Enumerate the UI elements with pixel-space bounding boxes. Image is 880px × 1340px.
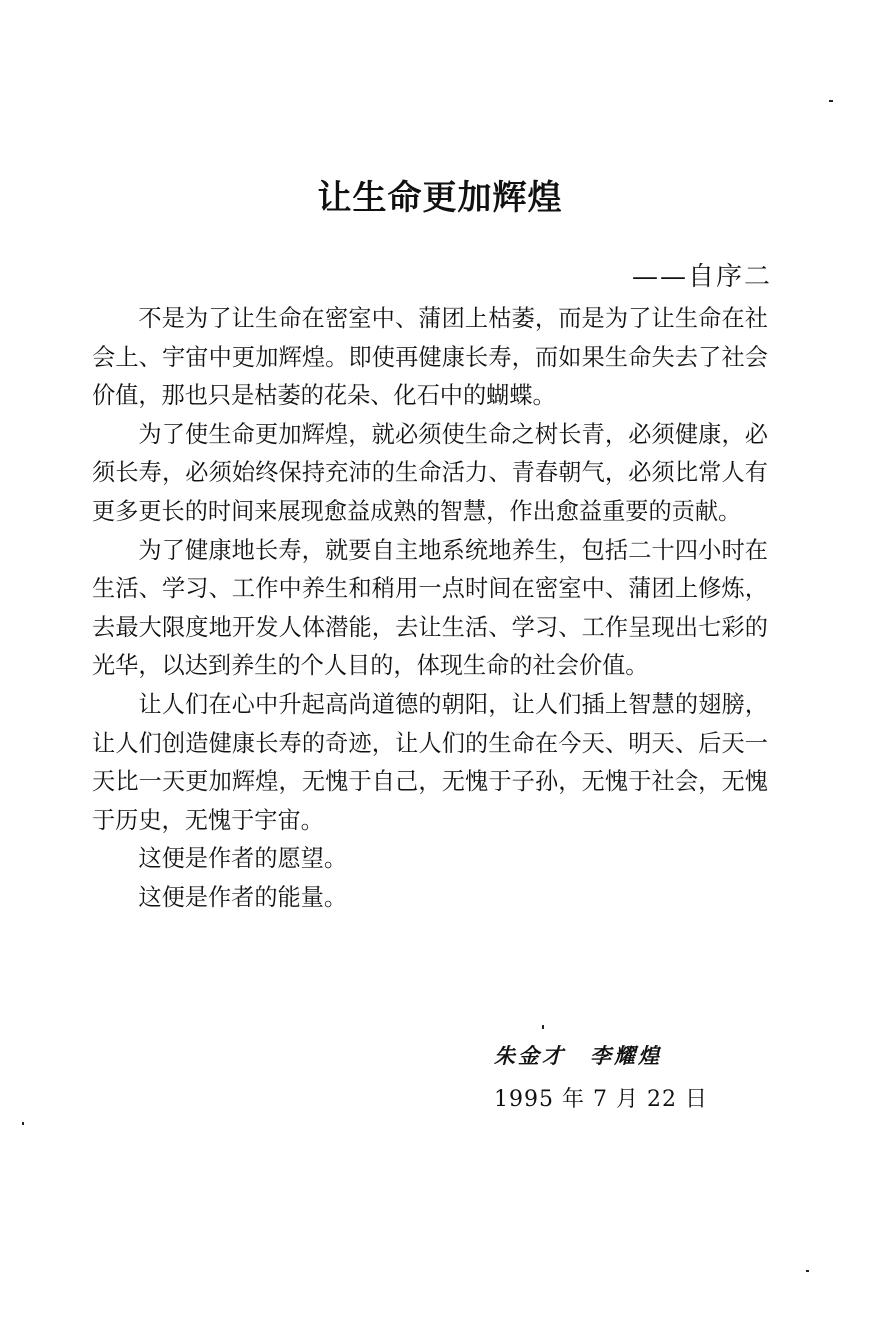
paragraph-3: 为了健康地长寿，就要自主地系统地养生，包括二十四小时在生活、学习、工作中养生和稍用一点时间在密室中、蒲团上修炼，去最大限度地开发人体潜能，去让生活、学习、工作呈现出七彩的光华，以达到养生的个人目的，体现生命的社会价值。 xyxy=(92,536,768,680)
author-signature: 朱金才 李耀煌 xyxy=(494,1043,662,1068)
scan-speck xyxy=(22,1122,24,1125)
paragraph-1: 不是为了让生命在密室中、蒲团上枯萎，而是为了让生命在社会上、宇宙中更加辉煌。即使再健康长寿，而如果生命失去了社会价值，那也只是枯萎的花朵、化石中的蝴蝶。 xyxy=(92,305,768,410)
subtitle: ——自序二 xyxy=(631,262,772,292)
paragraph-2: 为了使生命更加辉煌，就必须使生命之树长青，必须健康，必须长寿，必须始终保持充沛的生命活力、青春朝气，必须比常人有更多更长的时间来展现愈益成熟的智慧，作出愈益重要的贡献。 xyxy=(92,420,768,525)
paragraph-5: 这便是作者的愿望。 xyxy=(138,845,348,873)
date-line: 1995 年 7 月 22 日 xyxy=(494,1087,708,1112)
paragraph-6: 这便是作者的能量。 xyxy=(138,883,348,911)
body-text xyxy=(92,300,768,918)
paragraph-4: 让人们在心中升起高尚道德的朝阳，让人们插上智慧的翅膀，让人们创造健康长寿的奇迹，让人们的生命在今天、明天、后天一天比一天更加辉煌，无愧于自己，无愧于子孙，无愧于社会，无愧于历史，无愧于宇宙。 xyxy=(92,690,768,834)
scan-speck xyxy=(542,1025,544,1029)
scan-speck xyxy=(829,100,833,102)
page-title: 让生命更加辉煌 xyxy=(317,178,563,218)
scan-speck xyxy=(806,1270,809,1272)
